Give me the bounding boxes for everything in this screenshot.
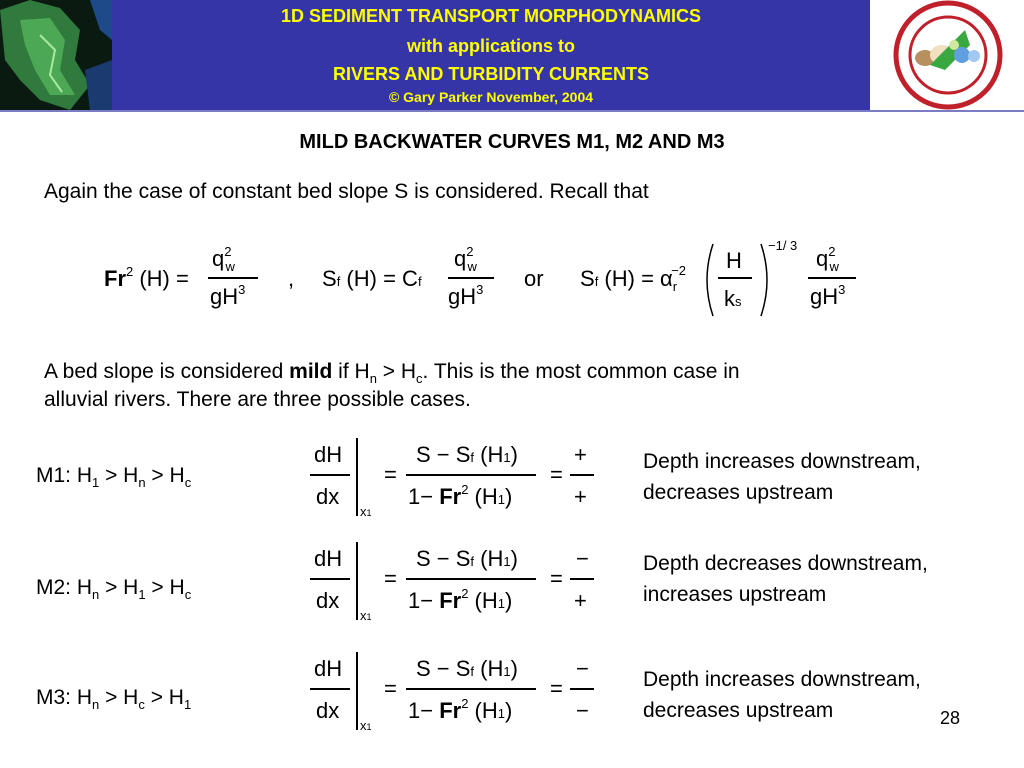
backwater-equation: dH dx x1 = S − Sf (H1) $1- Fr^2$ (H1) = − + [310, 538, 610, 628]
case-m2 [0, 536, 1024, 636]
course-topic: RIVERS AND TURBIDITY CURRENTS [332, 64, 650, 84]
course-title: 1D SEDIMENT TRANSPORT MORPHODYNAMICS [280, 6, 702, 26]
delta-satellite-image [0, 0, 112, 110]
case-label: M3: $H_n > H_c > H_1$ [36, 686, 192, 713]
backwater-equation: dH dx x1 = S − Sf (H1) $1- Fr^2$ (H1) = − − [310, 648, 610, 738]
case-description: Depth decreases downstream, increases upstream [643, 552, 928, 606]
slide-title: MILD BACKWATER CURVES M1, M2 AND M3 [299, 131, 725, 153]
mild-slope-text: A bed slope is considered mild if $H_n > H_c$. This is the most common case in [44, 360, 740, 387]
header-band [112, 0, 870, 110]
page-number: 28 [940, 708, 961, 728]
intro-text: Again the case of constant bed slope S is considered. Recall that [44, 180, 649, 203]
backwater-equation: dH dx x1 = S − Sf (H1) $1- Fr^2$ (H1) = + + [310, 434, 610, 524]
course-subtitle: with applications to [406, 36, 575, 56]
froude-friction-equations: Fr$^2$ (H) = $q^2_w$ $gH^3$ , Sf (H) = Cf $q^2_w$ $gH^3$ or Sf $(H) = \alpha_r^{-2}$ H ks −1/ 3 $q^2_w$ $gH^3$ [100, 240, 880, 320]
copyright: © Gary Parker November, 2004 [388, 89, 594, 105]
nced-logo [870, 0, 1024, 110]
case-m3 [0, 648, 1024, 748]
case-label: M1: $H_1 > H_n > H_c$ [36, 464, 192, 491]
case-label: M2: $H_n > H_1 > H_c$ [36, 576, 192, 603]
header-divider [0, 110, 1024, 112]
mild-slope-text-line2: alluvial rivers. There are three possible cases. [44, 388, 471, 411]
case-m1 [0, 434, 1024, 534]
case-description: Depth increases downstream, decreases upstream [643, 450, 921, 504]
case-description: Depth increases downstream, decreases upstream [643, 668, 921, 722]
